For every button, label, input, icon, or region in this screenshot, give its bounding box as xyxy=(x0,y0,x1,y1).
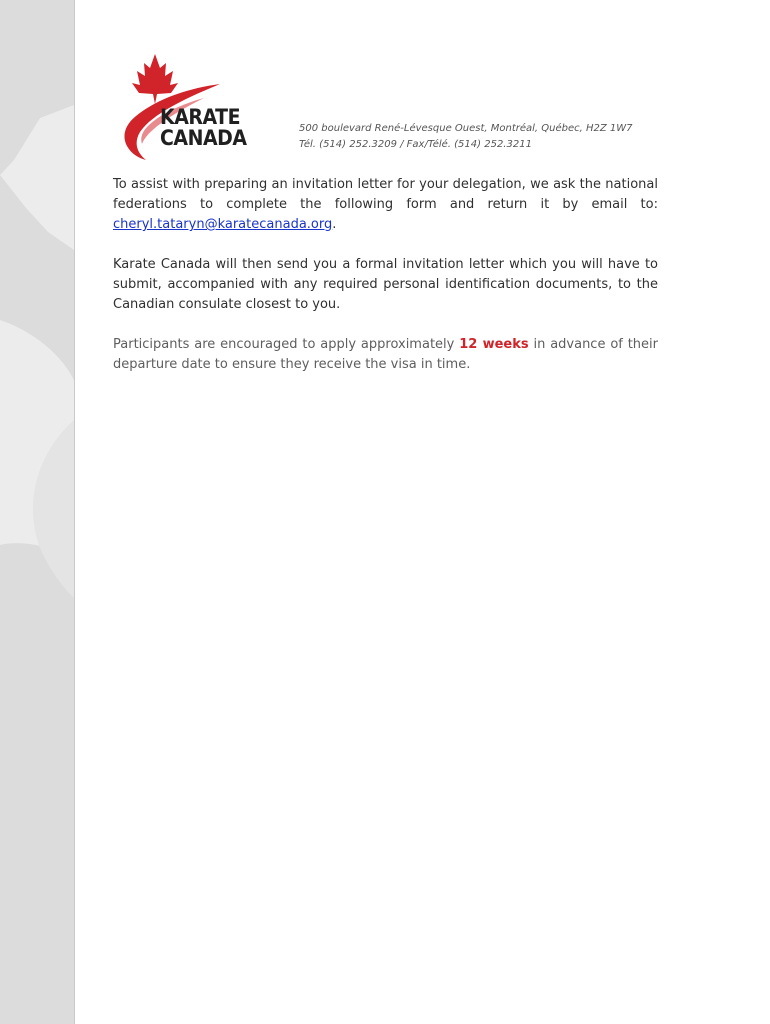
paragraph-timing xyxy=(113,335,658,375)
letterhead-address xyxy=(299,121,633,153)
instructions-text: To assist with preparing an invitation letter for your delegation, we ask the national federations to complete the following form and return it by email to: xyxy=(113,177,658,212)
paragraph-instructions xyxy=(113,175,658,235)
paragraph-invitation: Karate Canada will then send you a formal invitation letter which you will have to submit, accompanied with any required personal identification documents, to the Canadian consulate closest to you. xyxy=(113,257,658,312)
logo-wordmark-line1: KARATE xyxy=(160,105,241,129)
decorative-side-band xyxy=(0,0,74,1024)
instructions-end: . xyxy=(332,217,337,232)
page-edge-divider xyxy=(74,0,75,1024)
address-phone-fax: Tél. (514) 252.3209 / Fax/Télé. (514) 252.3211 xyxy=(299,139,532,150)
timing-start: Participants are encouraged to apply approximately xyxy=(113,337,460,352)
watermark-maple-leaf-icon xyxy=(0,0,74,1024)
karate-canada-logo xyxy=(108,52,253,164)
logo-wordmark xyxy=(160,107,247,149)
contact-email-link[interactable]: cheryl.tataryn@karatecanada.org xyxy=(113,217,333,232)
timing-end: in advance of their departure date to ensure they receive the visa in time. xyxy=(113,337,658,372)
logo-wordmark-line2: CANADA xyxy=(160,126,247,150)
weeks-highlight: 12 weeks xyxy=(459,337,529,352)
letter-body xyxy=(113,175,658,395)
address-street: 500 boulevard René-Lévesque Ouest, Montréal, Québec, H2Z 1W7 xyxy=(299,123,633,134)
